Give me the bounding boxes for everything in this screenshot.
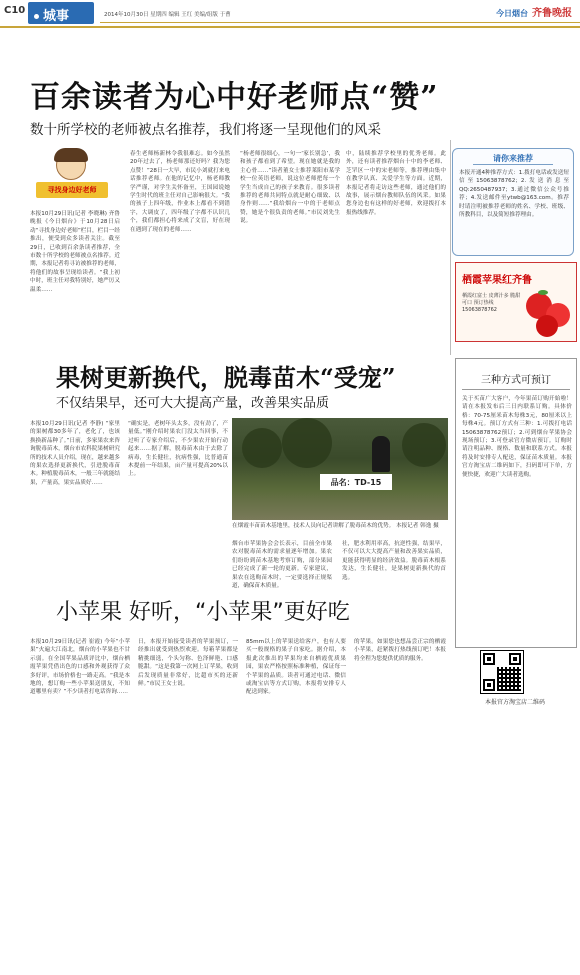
brand-small: 今日烟台 <box>496 9 528 18</box>
dot-icon <box>34 14 39 19</box>
apple-advertisement <box>455 262 577 342</box>
section-label: 城事 <box>43 9 70 24</box>
story3-col3: 85mm以上的苹果送给客户，也有人要买一般规格的果子自家吃。据介绍，本报此次推出的苹果均来自栖霞优质果园，果农严格按照标准种植，保证每一个苹果的品质。读者可通过电话、微信或淘宝店等方式订购，本报将安排专人配送到家。 <box>246 639 346 696</box>
tree-shape <box>282 418 332 468</box>
photo-caption: 在烟霞丰苗苗木基地里，技术人员向记者讲解了脱毒苗木的优势。 本报记者 韩逸 摄 <box>232 523 439 529</box>
page-number: C10 <box>4 5 26 16</box>
page-header <box>0 0 580 28</box>
story1-col3: “杨老师很细心，一句一‘家长别急’，我和孩子都看到了希望。现在她就是我的主心骨……”读者董女士推荐莱阳市某学校一位英语老师，说这位老师把每一个学生当成自己的孩子来教育。很多读者推荐的老师共同特点就是耐心细致、以身作则……“我给烟台一中的于老师点赞，她是个很负责的老师。”市民刘先生说。 <box>240 151 340 225</box>
recommend-title: 请你来推荐 <box>493 154 533 163</box>
qr-finder <box>483 653 495 665</box>
qr-finder <box>483 679 495 691</box>
cartoon-hair-icon <box>54 148 88 162</box>
recommend-box <box>452 148 574 256</box>
person-figure <box>372 436 390 472</box>
column-divider <box>450 140 451 355</box>
tree-shape <box>402 423 446 467</box>
divider <box>473 164 553 165</box>
tree-shape <box>242 428 282 468</box>
story2-col4: 社，肥水利用率高，抗逆性强，结果早，不仅可以大大提高产量和改善果实品质，更能获得明显的经济效益。脱毒苗木根系发达，生长健壮，是果树更新换代的首选。 <box>342 541 446 581</box>
header-rule <box>100 22 580 23</box>
story1-col2: 春生老师杨新林令我很难忘。如今虽然20年过去了，杨老师那还好吗？我为您点赞！”28日一大早，市民小刘就打来电话推荐老师。在他的记忆中，杨老师教学严谨，对学生关怀备至，王国园说她学生时代的班主任对自己影响很大。“我的孩子上四年级，作业本上都看不到错字，大调皮了，四年级了字都不认识几个，我们都担心将来成了文盲，好在现在遇到了现在的老师…… <box>130 151 230 233</box>
variety-sign: 品名：TD-15 <box>320 474 392 490</box>
story1-col4: 中，陆续推荐学校里的优秀老师。此外，还有读者推荐烟台十中的李老师、芝罘区一中的宋老师等，推荐理由集中在教学认真、关爱学生等方面。近期，本报记者将走访这些老师，通过他们的故事，展示烟台教师队伍的风采。如果您身边也有这样的好老师，欢迎拨打本报热线推荐。 <box>346 151 446 216</box>
qr-caption: 本报官方淘宝店二维码 <box>484 699 545 706</box>
badge-label: 寻找身边好老师 <box>36 182 108 198</box>
story1-col1: 本报10月29日讯(记者 李晓琳) 齐鲁晚报《今日烟台》于10月28日启动“寻找身边好老师”栏目，栏目一经推出，便受到众多读者关注。截至29日，已收到百余条读者推荐，全市数十所学校的老师被点名推荐。近期，本报记者将寻访被推荐的老师，将他们的故事呈现给读者。“我上初中时，班主任对我特别好，她严厉又温柔…… <box>30 211 120 293</box>
apple-icon <box>536 315 558 337</box>
order-body: 关于买苗广大客户，今年果苗订购开始啦！请在本报发布后三日内联系订购。具体价格：70-75厘米苗木每株3元，80厘米以上每株4元。预订方式有三种：1.可拨打电话15063878762预订；2.可到烟台苹果协会现场预订；3.可登录官方微店预订。订购时请注明品种、规格、数量和联系方式。本报将及时安排专人配送，保证苗木质量。本报官方淘宝店二维码如下，扫码即可下单，方便快捷，欢迎广大读者选购。 <box>462 396 572 478</box>
story3-col4: 的苹果。如果您也想品尝正宗的栖霞小苹果，赶紧拨打热线预订吧！本报将全程为您提供优质的服务。 <box>354 639 446 662</box>
divider <box>462 389 570 390</box>
qr-code-icon <box>480 650 524 694</box>
nursery-photo <box>232 418 448 520</box>
story1-headline: 百余读者为心中好老师点“赞” <box>30 80 439 115</box>
story2-subhead: 不仅结果早，还可大大提高产量，改善果实品质 <box>56 396 330 411</box>
story3-headline: 小苹果 好听，“小苹果”更好吃 <box>56 600 350 625</box>
qr-modules <box>497 667 521 691</box>
story3-col1: 本报10月29日讯(记者 崔霞) 今年“小苹果”火遍大江南北，烟台的小苹果也不甘示弱。在全国苹果品质评比中，烟台栖霞苹果凭借出色的口感和外观获得了众多好评，市场价格也一路走高。“我是本地的，想订购一些小苹果送朋友，不知道哪里有卖？”不少读者打电话咨询…… <box>30 639 130 696</box>
order-title: 三种方式可预订 <box>481 375 551 386</box>
masthead-brand <box>496 4 572 19</box>
story2-col1: 本报10月29日讯(记者 李静) “家里的果树都30多年了，老化了，也该换换新品种了。”日前，多家果农来咨询脱毒苗木，烟台市农科院果树研究所的技术人员介绍，现在，越来越多的果农选择更新换代，引进脱毒苗木。种植脱毒苗木，一般三年就能结果，产量高，果实品质好…… <box>30 421 120 486</box>
story3-col2: 日，本报开始接受读者的苹果预订，一经推出就受到热烈欢迎。每箱苹果都是精挑细选，个头匀称、色泽鲜艳、口感脆甜。“这是我第一次网上订苹果，收到后发现质量非常好，比超市买的还新鲜。”市民王女士说。 <box>138 639 238 688</box>
ad-text: 栖霞红富士 皮薄汁多 脆甜可口 预订热线 15063878762 <box>462 293 521 313</box>
order-box <box>455 358 577 648</box>
leaf-icon <box>538 290 548 295</box>
brand-logo: 齐鲁晚报 <box>532 8 572 19</box>
story2-col2: “确实是，老树年头太多，没有劲了，产量低。”刚介绍时果农门没太当回事，不过听了专家介绍后，不少果农开始行动起来……据了解，脱毒苗木由于去除了病毒，生长健壮，抗病性强，比普通苗木提前一年结果，亩产量可提高20%以上。 <box>128 421 228 478</box>
section-tag <box>28 2 94 24</box>
story2-col3: 烟台市苹果协会会长表示，目前全市果农对脱毒苗木的需求量逐年增加。果农们纷纷到苗木基地考察订购，部分果园已经完成了新一轮的更新。专家建议，果农在选购苗木时，一定要选择正规渠道，确保苗木质量。 <box>232 541 332 590</box>
recommend-body: 本报开通4种推荐方式：1.拨打电话或发送短信至15063878762；2.发送消息至QQ:2650487937；3.通过微信公众号推荐；4.发送邮件至ytwb@163.com。推荐时请注明被推荐老师的姓名、学校、班级、所教科目，以及简短推荐理由。 <box>459 170 569 219</box>
teacher-badge-illustration <box>36 150 108 206</box>
issue-meta: 2014年10月30日 星期四 编辑 王红 美编/组版 于曹 <box>104 12 231 18</box>
ad-title: 栖霞苹果红齐鲁 <box>462 275 532 286</box>
story1-subhead: 数十所学校的老师被点名推荐，我们将逐一呈现他们的风采 <box>30 122 381 138</box>
story2-headline: 果树更新换代，脱毒苗木“受宠” <box>56 363 396 392</box>
qr-finder <box>509 653 521 665</box>
